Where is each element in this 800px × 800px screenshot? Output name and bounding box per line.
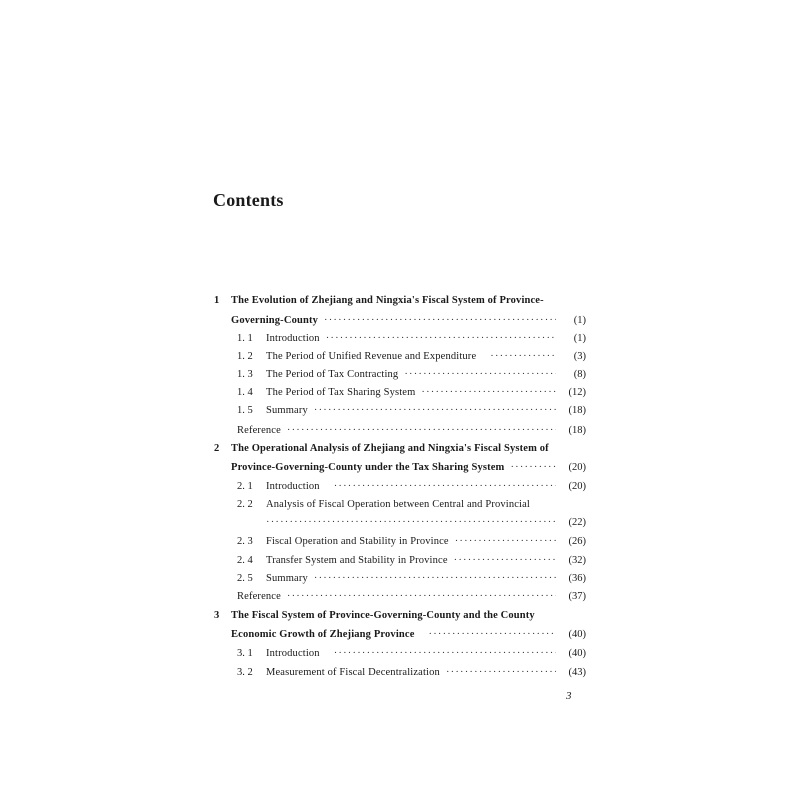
toc-entry-1-4[interactable] [237, 384, 586, 402]
leader-dots [314, 402, 556, 420]
chapter-1-title-line1[interactable] [231, 292, 586, 310]
chapter-3-number: 3 [214, 610, 220, 621]
section-number: 1. 5 [237, 405, 253, 416]
section-title: Fiscal Operation and Stability in Province [266, 536, 449, 547]
page-number: (18) [568, 425, 586, 436]
leader-dots [324, 312, 556, 330]
page-number: (8) [573, 369, 586, 380]
chapter-2-title-line1[interactable] [231, 440, 586, 458]
section-title: Analysis of Fiscal Operation between Central and Provincial [266, 499, 530, 510]
section-number: 2. 3 [237, 536, 253, 547]
leader-dots [404, 366, 556, 384]
chapter-title-text: The Fiscal System of Province-Governing-County and the County [231, 610, 535, 621]
toc-entry-3-1[interactable] [237, 645, 586, 663]
page-number: (18) [568, 405, 586, 416]
section-number: 2. 5 [237, 573, 253, 584]
chapter-1-title-line2[interactable] [231, 312, 586, 330]
reference-title: Reference [237, 425, 281, 436]
page-number: (20) [568, 462, 586, 473]
page-number: (1) [573, 315, 586, 326]
chapter-1-number: 1 [214, 295, 220, 306]
leader-dots [429, 626, 557, 644]
section-number: 2. 1 [237, 481, 253, 492]
toc-entry-3-2[interactable] [237, 664, 586, 682]
page-number: (37) [568, 591, 586, 602]
leader-dots [287, 422, 556, 440]
page-number: (1) [573, 333, 586, 344]
leader-dots [455, 533, 556, 551]
page-number: (20) [568, 481, 586, 492]
page-number: (26) [568, 536, 586, 547]
toc-entry-1-reference[interactable] [237, 422, 586, 440]
chapter-2-number: 2 [214, 443, 220, 454]
chapter-title-text: The Evolution of Zhejiang and Ningxia's Fiscal System of Province- [231, 295, 544, 306]
section-number: 1. 2 [237, 351, 253, 362]
chapter-3-title-line1[interactable] [231, 607, 586, 625]
toc-entry-2-1[interactable] [237, 478, 586, 496]
leader-dots [334, 478, 556, 496]
toc-entry-2-reference[interactable] [237, 588, 586, 606]
section-number: 1. 4 [237, 387, 253, 398]
section-title: The Period of Tax Contracting [266, 369, 399, 380]
section-title: Summary [266, 405, 308, 416]
section-title: Introduction [266, 333, 320, 344]
toc-entry-1-1[interactable] [237, 330, 586, 348]
page-number: (22) [568, 517, 586, 528]
section-number: 3. 1 [237, 648, 253, 659]
chapter-title-text: Province-Governing-County under the Tax Sharing System [231, 462, 505, 473]
leader-dots [510, 459, 556, 477]
toc-entry-2-3[interactable] [237, 533, 586, 551]
toc-entry-2-4[interactable] [237, 552, 586, 570]
page-number: (36) [568, 573, 586, 584]
leader-dots [287, 588, 556, 606]
section-title: The Period of Unified Revenue and Expenditure [266, 351, 477, 362]
section-title: Measurement of Fiscal Decentralization [266, 667, 440, 678]
leader-dots [334, 645, 556, 663]
section-number: 2. 2 [237, 499, 253, 510]
leader-dots [454, 552, 556, 570]
chapter-title-text: The Operational Analysis of Zhejiang and Ningxia's Fiscal System of [231, 443, 549, 454]
section-number: 3. 2 [237, 667, 253, 678]
toc-entry-1-3[interactable] [237, 366, 586, 384]
section-number: 1. 3 [237, 369, 253, 380]
page-folio-number: 3 [566, 690, 572, 702]
leader-dots [326, 330, 556, 348]
section-title: Transfer System and Stability in Province [266, 555, 448, 566]
page-title: Contents [213, 190, 284, 210]
leader-dots [446, 664, 556, 682]
toc-entry-1-5[interactable] [237, 402, 586, 420]
leader-dots [314, 570, 556, 588]
section-number: 1. 1 [237, 333, 253, 344]
page-number: (32) [568, 555, 586, 566]
toc-entry-2-5[interactable] [237, 570, 586, 588]
toc-entry-2-2[interactable] [237, 496, 586, 514]
leader-dots [490, 348, 556, 366]
toc-entry-2-2-continuation[interactable] [266, 514, 586, 532]
toc-entry-1-2[interactable] [237, 348, 586, 366]
section-number: 2. 4 [237, 555, 253, 566]
chapter-title-text: Governing-County [231, 315, 318, 326]
page-number: (3) [573, 351, 586, 362]
leader-dots [266, 514, 556, 532]
section-title: Introduction [266, 481, 320, 492]
section-title: The Period of Tax Sharing System [266, 387, 416, 398]
reference-title: Reference [237, 591, 281, 602]
chapter-title-text: Economic Growth of Zhejiang Province [231, 629, 415, 640]
page-number: (43) [568, 667, 586, 678]
chapter-2-title-line2[interactable] [231, 459, 586, 477]
page-number: (40) [568, 648, 586, 659]
page-number: (12) [568, 387, 586, 398]
section-title: Introduction [266, 648, 320, 659]
page-number: (40) [568, 629, 586, 640]
section-title: Summary [266, 573, 308, 584]
chapter-3-title-line2[interactable] [231, 626, 586, 644]
leader-dots [421, 384, 556, 402]
